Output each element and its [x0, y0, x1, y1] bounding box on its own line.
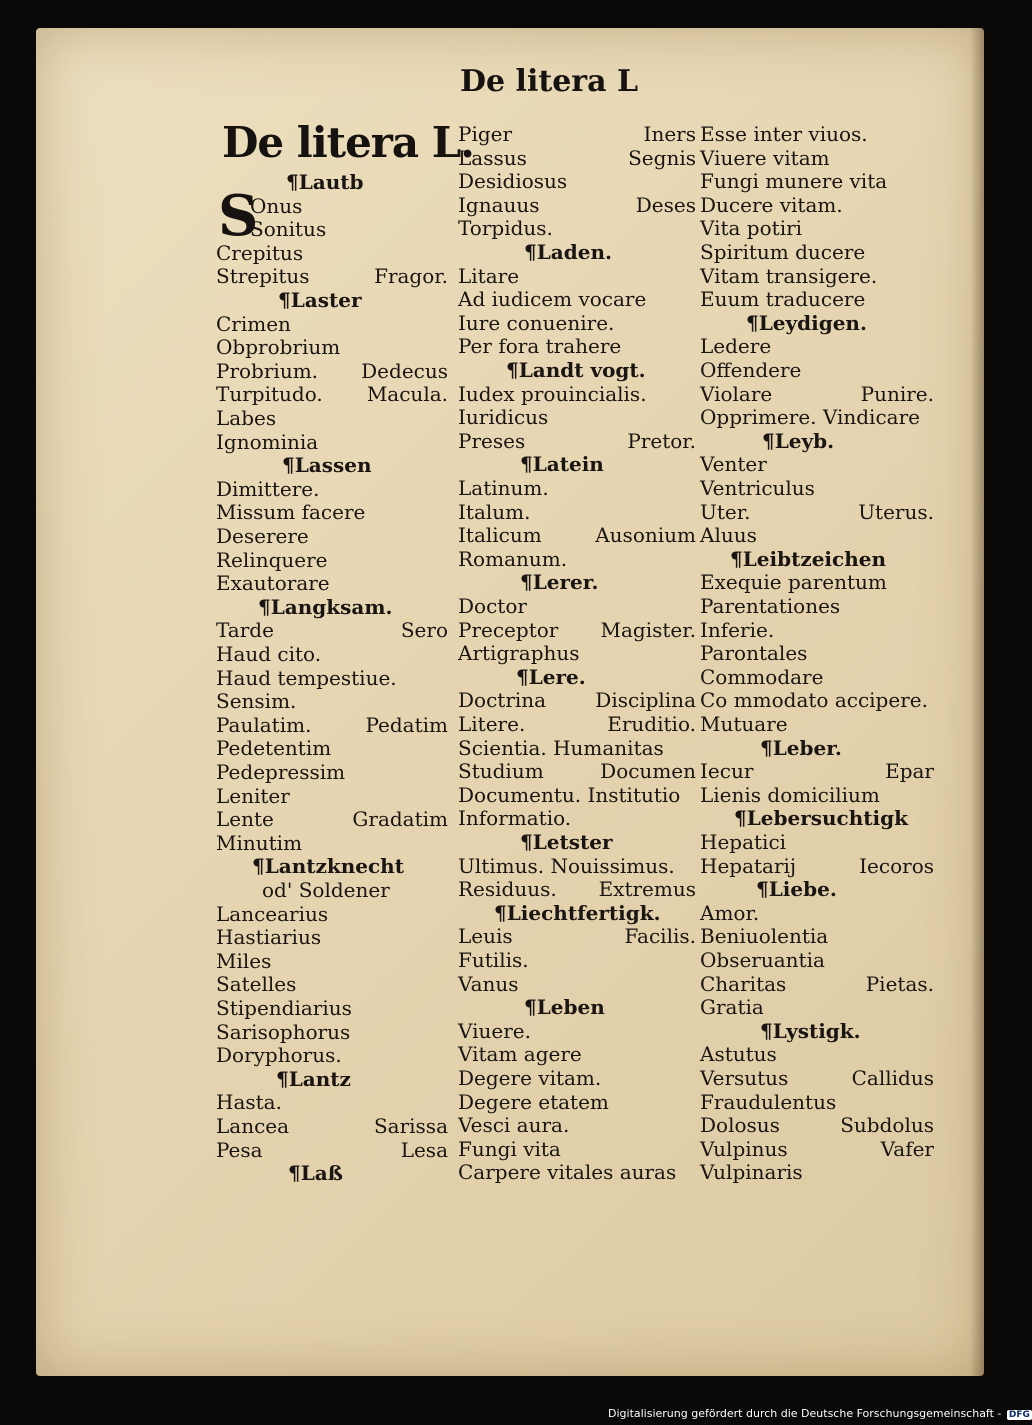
entry-term: Italum. — [458, 500, 531, 524]
entry-synonym: Macula. — [366, 382, 448, 406]
entry-heading — [252, 854, 448, 878]
entry-term: ¶Lebersuchtigk — [734, 806, 908, 830]
entry-term: Residuus. — [458, 877, 557, 901]
entry-heading — [258, 595, 448, 619]
drop-cap: S — [218, 183, 259, 249]
entry-line — [458, 264, 696, 288]
entry-line — [700, 594, 934, 618]
entry-term: Astutus — [700, 1042, 777, 1066]
entry-term: Violare — [700, 382, 773, 406]
entry-line — [458, 405, 696, 429]
entry-line — [700, 1042, 934, 1066]
entry-line — [458, 193, 696, 217]
entry-synonym: Eruditio. — [607, 712, 696, 736]
entry-heading — [516, 665, 696, 689]
entry-term: Spiritum ducere — [700, 240, 866, 264]
entry-synonym: Magister. — [600, 618, 696, 642]
entry-line — [458, 1090, 696, 1114]
entry-term: ¶Lere. — [516, 665, 586, 689]
entry-line — [458, 1066, 696, 1090]
entry-line — [458, 1019, 696, 1043]
entry-line — [216, 666, 448, 690]
entry-line — [458, 216, 696, 240]
entry-heading — [276, 1067, 448, 1091]
entry-term: Piger — [458, 122, 513, 146]
entry-heading — [282, 453, 448, 477]
entry-heading — [756, 877, 934, 901]
entry-term: Hepatici — [700, 830, 787, 854]
entry-term: ¶Lerer. — [520, 570, 599, 594]
entry-term: Iudex prouincialis. — [458, 382, 647, 406]
entry-line — [700, 688, 934, 712]
entry-line — [216, 902, 448, 926]
entry-line — [700, 169, 934, 193]
entry-term: Vanus — [458, 972, 519, 996]
entry-line — [458, 594, 696, 618]
entry-line — [700, 1066, 934, 1090]
entry-line — [458, 736, 696, 760]
entry-term: Hepatarij — [700, 854, 797, 878]
entry-line — [216, 500, 448, 524]
entry-term: Lassus — [458, 146, 527, 170]
entry-synonym: Fragor. — [374, 264, 448, 288]
entry-term: Exequie parentum — [700, 570, 887, 594]
entry-term: Obprobrium — [216, 335, 341, 359]
entry-heading — [762, 429, 934, 453]
entry-line — [700, 712, 934, 736]
entry-line — [700, 570, 934, 594]
entry-line — [700, 452, 934, 476]
entry-line — [458, 1137, 696, 1161]
entry-term: Haud cito. — [216, 642, 322, 666]
entry-term: Pedetentim — [216, 736, 332, 760]
footer-credit: Digitalisierung gefördert durch die Deutsche Forschungsgemeinschaft - — [608, 1407, 1002, 1420]
entry-line — [700, 901, 934, 925]
entry-line — [216, 264, 448, 288]
entry-line — [700, 759, 934, 783]
entry-line — [700, 523, 934, 547]
entry-line — [458, 877, 696, 901]
entry-term: Iure conuenire. — [458, 311, 615, 335]
entry-term: Esse inter viuos. — [700, 122, 868, 146]
entry-term: Parontales — [700, 641, 808, 665]
entry-term: ¶Langksam. — [258, 595, 393, 619]
entry-line — [216, 996, 448, 1020]
entry-line — [458, 712, 696, 736]
entry-line — [458, 122, 696, 146]
entry-term: ¶Lassen — [282, 453, 372, 477]
entry-line — [216, 406, 448, 430]
entry-line — [458, 547, 696, 571]
entry-line — [458, 618, 696, 642]
entry-term: Lente — [216, 807, 274, 831]
entry-line — [216, 925, 448, 949]
entry-line — [216, 972, 448, 996]
entry-line — [700, 405, 934, 429]
entry-term: Miles — [216, 949, 272, 973]
entry-heading — [506, 358, 696, 382]
entry-line — [700, 216, 934, 240]
entry-line — [216, 618, 448, 642]
entry-heading — [520, 830, 696, 854]
entry-term: ¶Lantz — [276, 1067, 351, 1091]
entry-line — [216, 807, 448, 831]
entry-line — [216, 1138, 448, 1162]
entry-line — [700, 854, 934, 878]
entry-heading — [760, 736, 934, 760]
entry-term: Uter. — [700, 500, 751, 524]
entry-term: Minutim — [216, 831, 303, 855]
entry-synonym: Vafer — [880, 1137, 934, 1161]
entry-line — [700, 1090, 934, 1114]
entry-line — [700, 358, 934, 382]
entry-term: Doctrina — [458, 688, 547, 712]
entry-line — [458, 1042, 696, 1066]
entry-term: Hastiarius — [216, 925, 322, 949]
entry-line — [700, 1137, 934, 1161]
entry-line — [700, 240, 934, 264]
entry-term: Labes — [216, 406, 277, 430]
entry-line — [458, 523, 696, 547]
entry-line — [700, 500, 934, 524]
dfg-logo: DFG — [1008, 1410, 1030, 1420]
entry-term: Venter — [700, 452, 767, 476]
entry-heading — [278, 288, 448, 312]
entry-heading — [734, 806, 934, 830]
entry-term: Vitam transigere. — [700, 264, 878, 288]
entry-term: Scientia. Humanitas — [458, 736, 664, 760]
entry-synonym: Uterus. — [858, 500, 934, 524]
entry-term: Offendere — [700, 358, 802, 382]
entry-line — [700, 972, 934, 996]
entry-term: Degere etatem — [458, 1090, 609, 1114]
entry-line — [216, 831, 448, 855]
entry-line — [700, 995, 934, 1019]
entry-line — [458, 500, 696, 524]
entry-line — [216, 784, 448, 808]
entry-term: Leuis — [458, 924, 513, 948]
entry-line — [216, 430, 448, 454]
entry-line — [458, 854, 696, 878]
entry-term: Iuridicus — [458, 405, 549, 429]
entry-term: Tarde — [216, 618, 274, 642]
entry-line — [700, 665, 934, 689]
entry-term: Beniuolentia — [700, 924, 829, 948]
entry-term: ¶Liechtfertigk. — [494, 901, 661, 925]
entry-term: Obseruantia — [700, 948, 825, 972]
entry-heading — [746, 311, 934, 335]
entry-line — [700, 618, 934, 642]
entry-term: Doryphorus. — [216, 1043, 342, 1067]
entry-term: Fungi vita — [458, 1137, 561, 1161]
entry-line — [458, 382, 696, 406]
entry-line — [216, 736, 448, 760]
entry-synonym: Gradatim — [352, 807, 448, 831]
entry-term: Litare — [458, 264, 520, 288]
entry-line — [700, 476, 934, 500]
entry-line — [700, 287, 934, 311]
entry-term: Satelles — [216, 972, 297, 996]
entry-line — [216, 642, 448, 666]
entry-term: Preceptor — [458, 618, 559, 642]
entry-term: Gratia — [700, 995, 764, 1019]
entry-line — [216, 335, 448, 359]
entry-line — [700, 334, 934, 358]
entry-synonym: Segnis — [628, 146, 696, 170]
entry-line — [216, 713, 448, 737]
entry-term: Vitam agere — [458, 1042, 582, 1066]
entry-line — [700, 193, 934, 217]
entry-term: Mutuare — [700, 712, 788, 736]
entry-line — [216, 689, 448, 713]
entry-term: ¶Liebe. — [756, 877, 837, 901]
entry-line — [216, 1114, 448, 1138]
entry-line — [700, 783, 934, 807]
entry-line — [458, 688, 696, 712]
entry-synonym: Ausonium — [595, 523, 696, 547]
entry-term: Hasta. — [216, 1090, 282, 1114]
entry-line — [458, 146, 696, 170]
entry-line — [458, 948, 696, 972]
entry-term: Probrium. — [216, 359, 319, 383]
entry-line — [216, 1043, 448, 1067]
entry-synonym: Pedatim — [365, 713, 448, 737]
entry-term: Ledere — [700, 334, 772, 358]
entry-term: Preses — [458, 429, 526, 453]
entry-synonym: Facilis. — [624, 924, 696, 948]
entry-term: od' Soldener — [262, 878, 390, 902]
entry-term: Versutus — [700, 1066, 789, 1090]
entry-term: Euum traducere — [700, 287, 866, 311]
entry-term: ¶Lautb — [286, 170, 364, 194]
entry-synonym: Disciplina — [595, 688, 696, 712]
entry-term: ¶Leyb. — [762, 429, 835, 453]
entry-term: Viuere vitam — [700, 146, 830, 170]
entry-term: ¶Letster — [520, 830, 613, 854]
entry-line — [700, 146, 934, 170]
entry-term: Doctor — [458, 594, 527, 618]
entry-term: Haud tempestiue. — [216, 666, 397, 690]
entry-term: Dimittere. — [216, 477, 320, 501]
entry-term: Vita potiri — [700, 216, 803, 240]
entry-line — [458, 169, 696, 193]
entry-heading — [288, 1161, 448, 1185]
entry-line — [700, 264, 934, 288]
footer — [608, 1407, 1032, 1420]
entry-heading — [286, 170, 448, 194]
entry-term: ¶Lystigk. — [760, 1019, 861, 1043]
entry-line — [458, 287, 696, 311]
entry-line — [700, 924, 934, 948]
entry-term: Vulpinaris — [700, 1160, 803, 1184]
entry-line — [216, 359, 448, 383]
entry-term: Amor. — [700, 901, 760, 925]
entry-term: Relinquere — [216, 548, 328, 572]
entry-term: Inferie. — [700, 618, 775, 642]
entry-term: Artigraphus — [458, 641, 580, 665]
entry-line — [458, 1160, 696, 1184]
entry-synonym: Punire. — [860, 382, 934, 406]
entry-term: Deserere — [216, 524, 309, 548]
entry-term: Parentationes — [700, 594, 841, 618]
entry-line — [700, 1113, 934, 1137]
entry-heading — [494, 901, 696, 925]
entry-term: Sarisophorus — [216, 1020, 351, 1044]
entry-line — [458, 759, 696, 783]
entry-line — [458, 641, 696, 665]
entry-synonym: Deses — [635, 193, 696, 217]
entry-term: ¶Lantzknecht — [252, 854, 404, 878]
entry-synonym: Iners — [643, 122, 696, 146]
entry-term: ¶Leber. — [760, 736, 842, 760]
entry-term: Desidiosus — [458, 169, 568, 193]
entry-term: ¶Latein — [520, 452, 604, 476]
entry-synonym: Sarissa — [373, 1114, 448, 1138]
entry-line — [216, 949, 448, 973]
entry-term: Studium — [458, 759, 544, 783]
entry-term: Lienis domicilium — [700, 783, 880, 807]
entry-line — [458, 476, 696, 500]
entry-synonym: Extremus — [598, 877, 696, 901]
entry-term: Carpere vitales auras — [458, 1160, 677, 1184]
entry-synonym: Iecoros — [859, 854, 934, 878]
entry-term: Strepitus — [216, 264, 310, 288]
entry-term: Ignauus — [458, 193, 540, 217]
entry-term: Ultimus. Nouissimus. — [458, 854, 675, 878]
entry-term: Turpitudo. — [216, 382, 323, 406]
entry-term: Vulpinus — [700, 1137, 788, 1161]
entry-line — [458, 783, 696, 807]
entry-term: Ventriculus — [700, 476, 815, 500]
entry-line — [216, 1020, 448, 1044]
entry-line — [216, 760, 448, 784]
entry-line — [216, 312, 448, 336]
entry-term: Ignominia — [216, 430, 319, 454]
entry-term: Degere vitam. — [458, 1066, 602, 1090]
entry-line — [262, 878, 448, 902]
entry-synonym: Lesa — [400, 1138, 448, 1162]
entry-heading — [524, 240, 696, 264]
entry-term: ¶Leben — [524, 995, 605, 1019]
entry-term: Torpidus. — [458, 216, 553, 240]
entry-term: Lancea — [216, 1114, 290, 1138]
entry-term: Leniter — [216, 784, 290, 808]
running-header: De litera L — [460, 64, 639, 99]
entry-line — [458, 1113, 696, 1137]
entry-term: Aluus — [700, 523, 757, 547]
entry-line — [700, 641, 934, 665]
entry-term: Co mmodato accipere. — [700, 688, 928, 712]
entry-term: Latinum. — [458, 476, 549, 500]
entry-term: Viuere. — [458, 1019, 531, 1043]
entry-line — [216, 477, 448, 501]
entry-term: Dolosus — [700, 1113, 780, 1137]
entry-synonym: Pretor. — [627, 429, 696, 453]
entry-term: Pesa — [216, 1138, 263, 1162]
entry-term: Romanum. — [458, 547, 568, 571]
entry-term: Crepitus — [216, 241, 304, 265]
entry-line — [458, 429, 696, 453]
entry-line — [216, 524, 448, 548]
entry-term: Sonitus — [250, 217, 327, 241]
entry-heading — [730, 547, 934, 571]
entry-term: ¶Laster — [278, 288, 362, 312]
entry-heading — [524, 995, 696, 1019]
entry-term: Charitas — [700, 972, 787, 996]
entry-term: Documentu. Institutio — [458, 783, 681, 807]
entry-term: Exautorare — [216, 571, 330, 595]
entry-line — [700, 1160, 934, 1184]
entry-term: Futilis. — [458, 948, 529, 972]
entry-term: Italicum — [458, 523, 542, 547]
entry-term: Fraudulentus — [700, 1090, 837, 1114]
entry-term: Litere. — [458, 712, 526, 736]
entry-line — [700, 382, 934, 406]
entry-line — [216, 548, 448, 572]
entry-term: Stipendiarius — [216, 996, 352, 1020]
entry-line — [216, 382, 448, 406]
entry-term: Ducere vitam. — [700, 193, 843, 217]
entry-line — [700, 830, 934, 854]
entry-term: Vesci aura. — [458, 1113, 570, 1137]
entry-line — [700, 122, 934, 146]
entry-synonym: Documen — [600, 759, 696, 783]
entry-term: Sensim. — [216, 689, 297, 713]
entry-term: Lancearius — [216, 902, 329, 926]
section-heading: De litera L. — [222, 118, 474, 167]
entry-line — [216, 1090, 448, 1114]
entry-term: Pedepressim — [216, 760, 346, 784]
entry-line — [458, 311, 696, 335]
entry-line — [216, 571, 448, 595]
entry-line — [700, 948, 934, 972]
entry-term: Missum facere — [216, 500, 366, 524]
entry-line — [458, 806, 696, 830]
entry-heading — [760, 1019, 934, 1043]
entry-synonym: Epar — [885, 759, 934, 783]
entry-term: Fungi munere vita — [700, 169, 888, 193]
entry-synonym: Pietas. — [865, 972, 934, 996]
entry-term: Informatio. — [458, 806, 572, 830]
entry-line — [216, 241, 448, 265]
entry-term: ¶Laden. — [524, 240, 612, 264]
entry-synonym: Sero — [400, 618, 448, 642]
entry-term: ¶Laß — [288, 1161, 343, 1185]
entry-line — [458, 924, 696, 948]
entry-term: ¶Leydigen. — [746, 311, 867, 335]
entry-term: Onus — [250, 194, 303, 218]
entry-line — [250, 217, 448, 241]
entry-term: Commodare — [700, 665, 824, 689]
entry-term: Crimen — [216, 312, 291, 336]
entry-term: Paulatim. — [216, 713, 312, 737]
entry-synonym: Dedecus — [361, 359, 448, 383]
entry-term: Opprimere. Vindicare — [700, 405, 920, 429]
entry-term: ¶Leibtzeichen — [730, 547, 886, 571]
entry-term: Per fora trahere — [458, 334, 622, 358]
entry-line — [458, 972, 696, 996]
entry-synonym: Subdolus — [840, 1113, 934, 1137]
entry-term: ¶Landt vogt. — [506, 358, 646, 382]
entry-synonym: Callidus — [851, 1066, 934, 1090]
entry-heading — [520, 570, 696, 594]
entry-term: Ad iudicem vocare — [458, 287, 647, 311]
entry-heading — [520, 452, 696, 476]
entry-term: Iecur — [700, 759, 754, 783]
entry-line — [458, 334, 696, 358]
